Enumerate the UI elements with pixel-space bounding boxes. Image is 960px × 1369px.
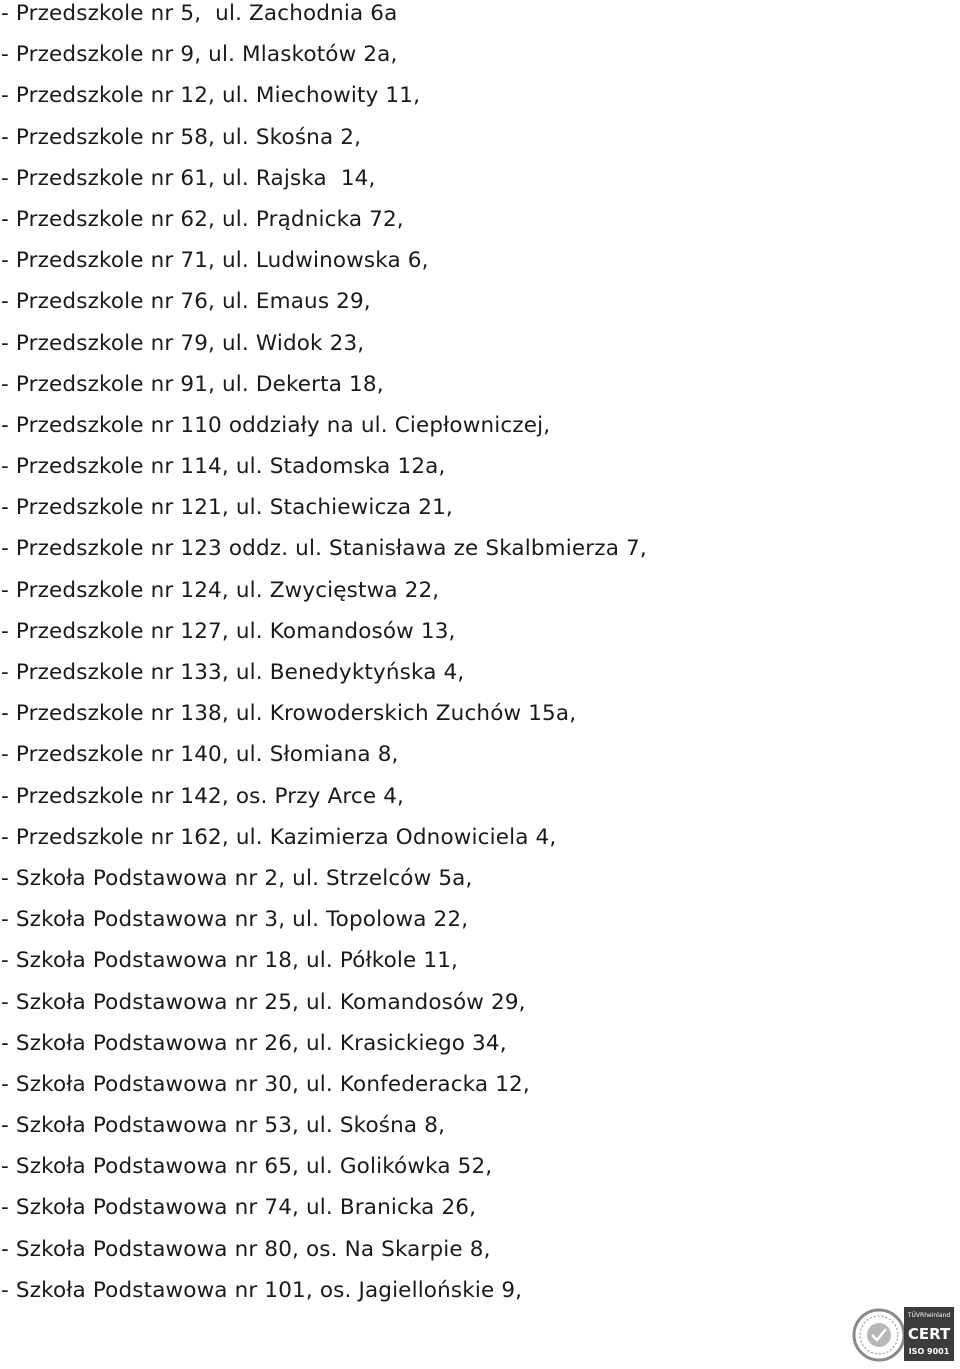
list-item: - Przedszkole nr 5, ul. Zachodnia 6a <box>1 1 398 26</box>
list-item: - Przedszkole nr 138, ul. Krowoderskich Zuchów 15a, <box>1 701 577 727</box>
cert-title: CERT <box>907 1325 951 1343</box>
list-item: - Szkoła Podstawowa nr 26, ul. Krasickiego 34, <box>1 1030 507 1056</box>
list-item: - Przedszkole nr 71, ul. Ludwinowska 6, <box>1 248 429 274</box>
list-item: - Przedszkole nr 124, ul. Zwycięstwa 22, <box>1 577 440 603</box>
list-item: - Przedszkole nr 140, ul. Słomiana 8, <box>1 742 399 768</box>
list-item: - Szkoła Podstawowa nr 30, ul. Konfederacka 12, <box>1 1071 530 1097</box>
list-item: - Szkoła Podstawowa nr 2, ul. Strzelców 5a, <box>1 865 473 891</box>
institution-list <box>1 0 901 1311</box>
list-item: - Przedszkole nr 62, ul. Prądnicka 72, <box>1 206 404 232</box>
list-item: - Szkoła Podstawowa nr 3, ul. Topolowa 22, <box>1 907 469 933</box>
tuv-cert-logo <box>852 1305 956 1363</box>
list-item: - Przedszkole nr 133, ul. Benedyktyńska 4, <box>1 660 465 685</box>
list-item: - Przedszkole nr 79, ul. Widok 23, <box>1 330 365 356</box>
list-item: - Szkoła Podstawowa nr 65, ul. Golikówka 52, <box>1 1154 493 1180</box>
list-item: - Przedszkole nr 110 oddziały na ul. Ciepłowniczej, <box>1 412 551 438</box>
list-item: - Przedszkole nr 123 oddz. ul. Stanisława ze Skalbmierza 7, <box>1 536 647 562</box>
list-item: - Przedszkole nr 114, ul. Stadomska 12a, <box>1 454 446 480</box>
cert-standard: ISO 9001 <box>908 1347 950 1356</box>
list-item: - Przedszkole nr 127, ul. Komandosów 13, <box>1 618 456 644</box>
list-item: - Przedszkole nr 162, ul. Kazimierza Odnowiciela 4, <box>1 824 557 850</box>
list-item: - Szkoła Podstawowa nr 80, os. Na Skarpie 8, <box>1 1236 491 1262</box>
list-item: - Przedszkole nr 9, ul. Mlaskotów 2a, <box>1 42 398 68</box>
list-item: - Szkoła Podstawowa nr 74, ul. Branicka 26, <box>1 1195 477 1221</box>
list-item: - Przedszkole nr 121, ul. Stachiewicza 21, <box>1 495 453 521</box>
certification-seal-icon <box>854 1310 904 1360</box>
list-item: - Szkoła Podstawowa nr 18, ul. Półkole 11, <box>1 948 459 974</box>
list-item: - Przedszkole nr 58, ul. Skośna 2, <box>1 124 362 150</box>
list-item: - Przedszkole nr 61, ul. Rajska 14, <box>1 165 376 191</box>
list-item: - Szkoła Podstawowa nr 25, ul. Komandosów 29, <box>1 989 526 1015</box>
list-item: - Szkoła Podstawowa nr 53, ul. Skośna 8, <box>1 1113 446 1139</box>
list-item: - Przedszkole nr 91, ul. Dekerta 18, <box>1 371 384 397</box>
list-item: - Przedszkole nr 12, ul. Miechowity 11, <box>1 83 421 109</box>
cert-brand: TÜVRheinland <box>907 1312 951 1319</box>
list-item: - Przedszkole nr 76, ul. Emaus 29, <box>1 289 371 315</box>
list-item: - Szkoła Podstawowa nr 101, os. Jagiellońskie 9, <box>1 1277 523 1303</box>
list-item: - Przedszkole nr 142, os. Przy Arce 4, <box>1 783 405 809</box>
